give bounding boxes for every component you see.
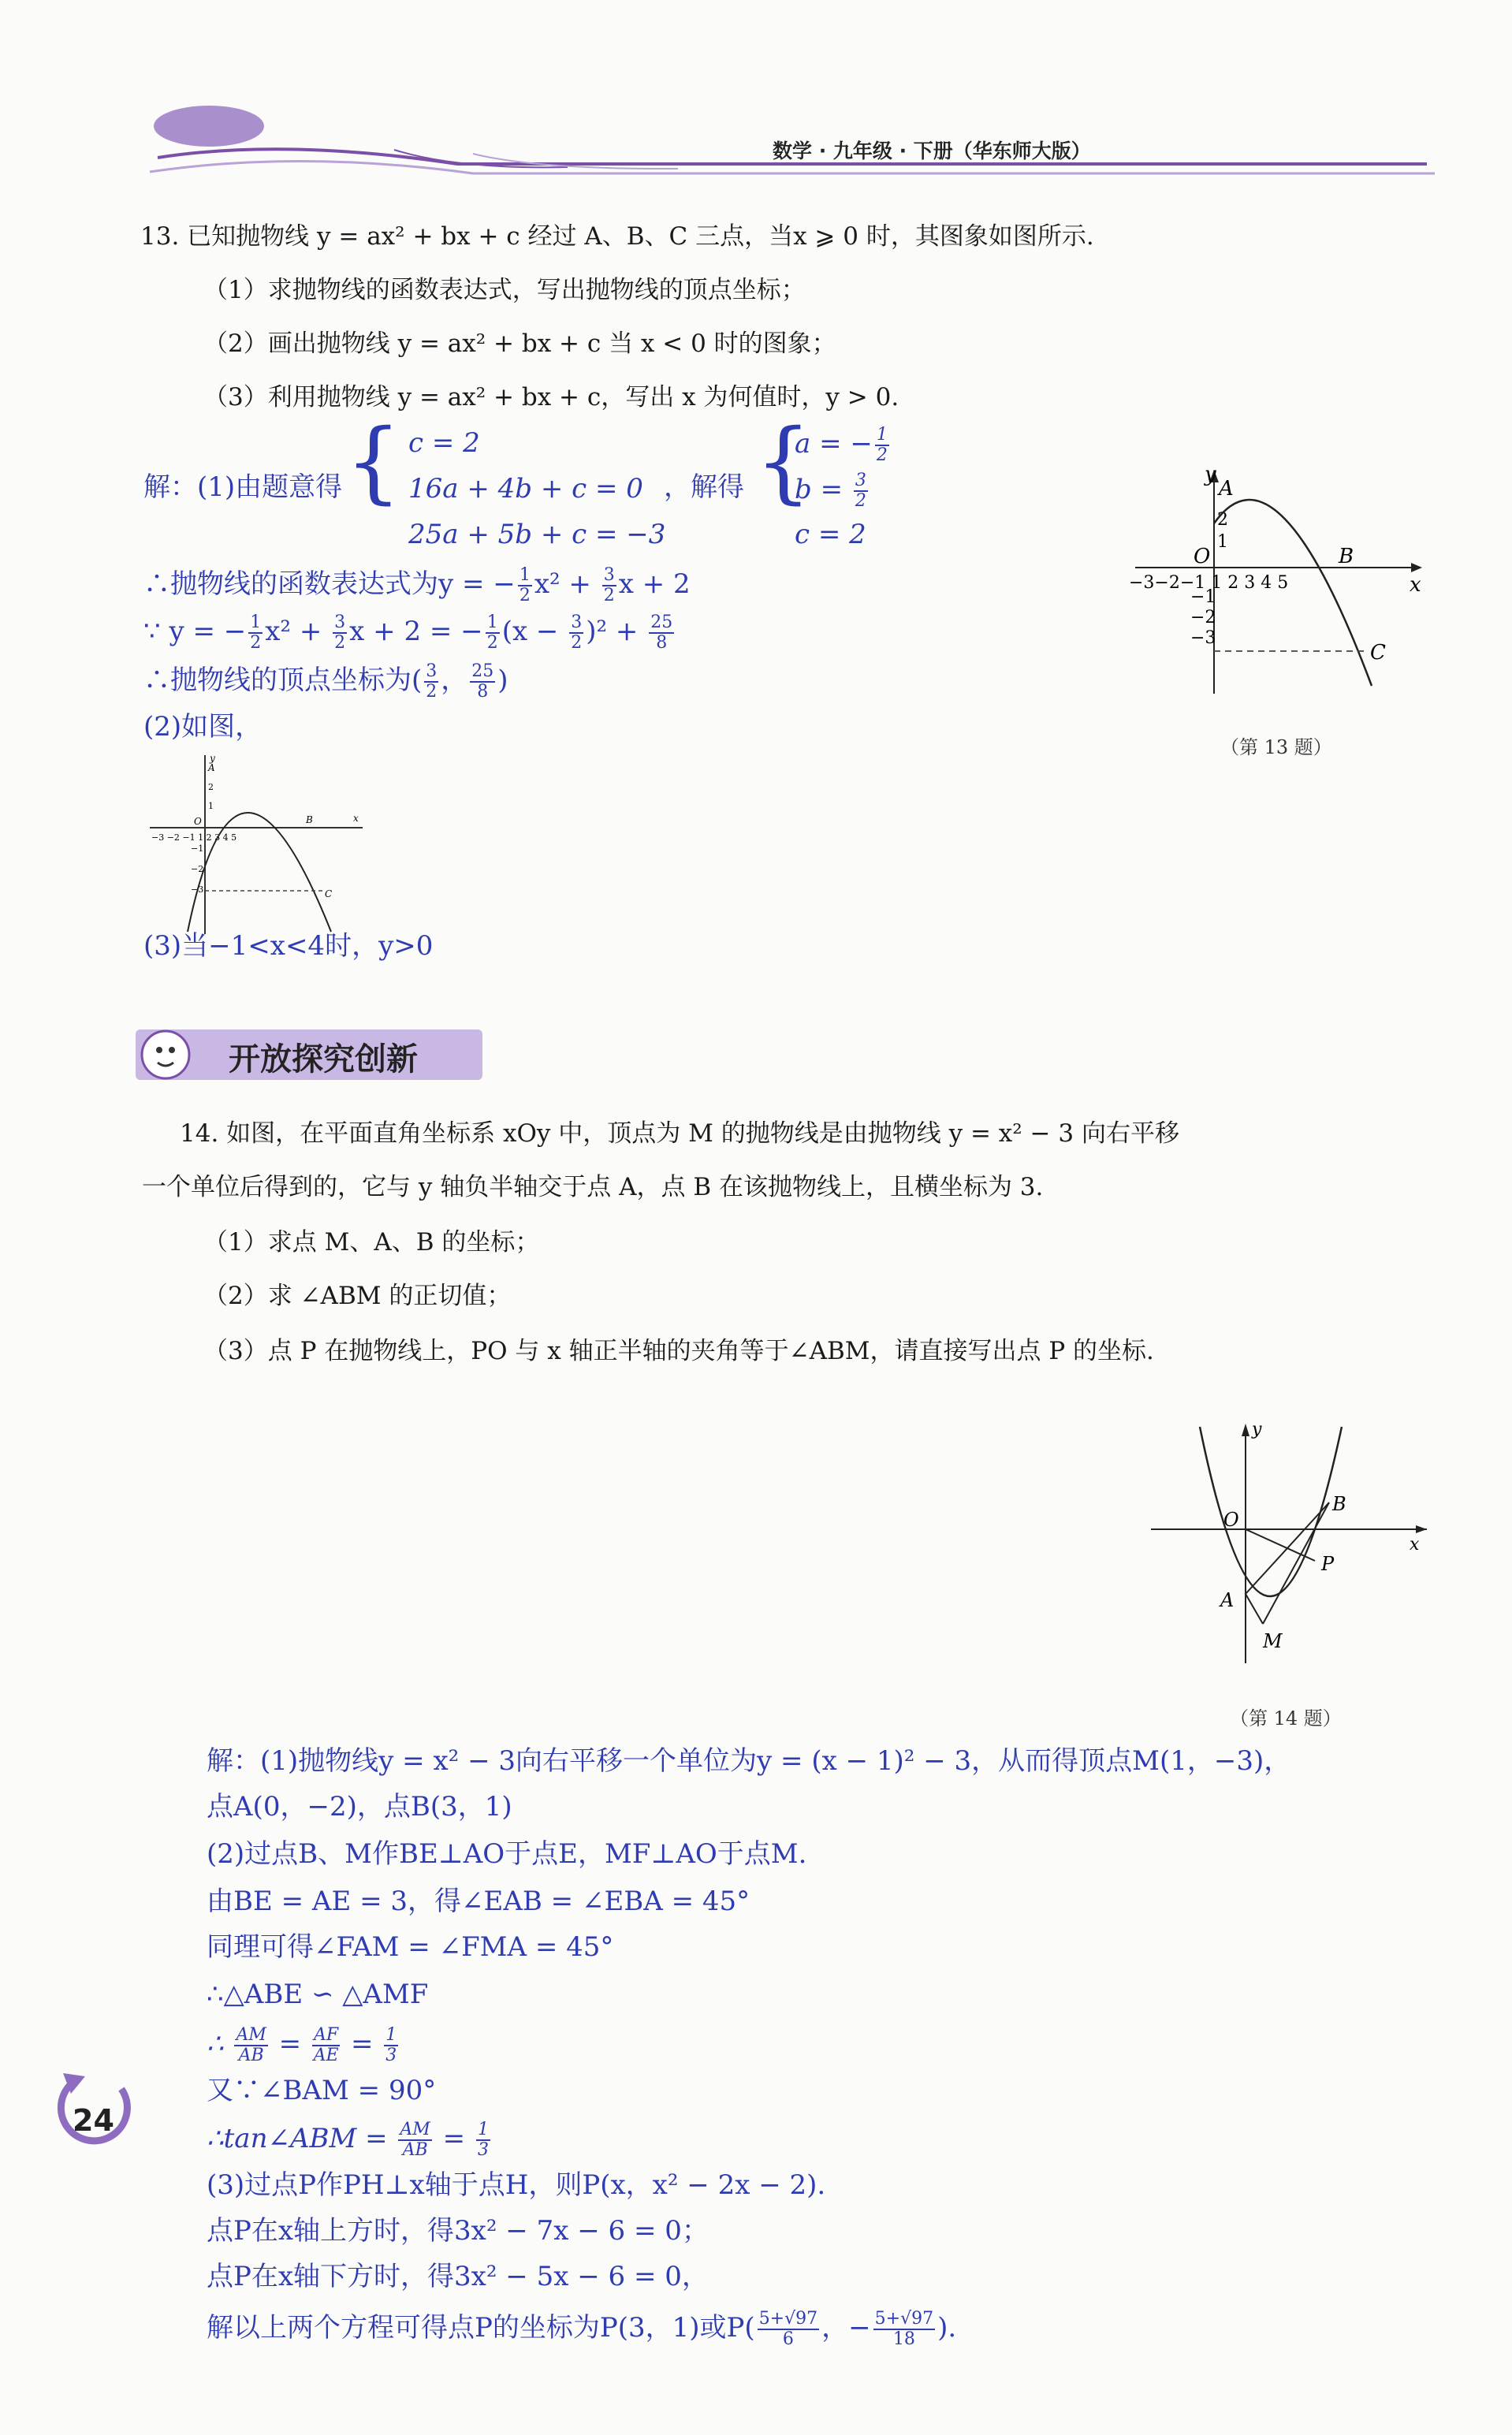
q14-figure-caption: （第 14 题） [1230, 1707, 1342, 1729]
q13-part3: （3）利用抛物线 y = ax² + bx + c，写出 x 为何值时，y > 0. [203, 383, 899, 411]
fig13-label-A: A [1219, 477, 1234, 501]
q13-answer-line3: ∴抛物线的顶点坐标为( $\frac{3}{2}$ ， $\frac{25}{8}$ ) [143, 661, 508, 702]
fig13-label-C: C [1370, 641, 1386, 665]
q13-figure [1119, 457, 1435, 702]
q13-figure-caption: （第 13 题） [1220, 736, 1332, 758]
fig14-y-label: y [1252, 1420, 1262, 1439]
mini-x-label: x [353, 813, 359, 824]
fig14-label-A: A [1220, 1589, 1235, 1611]
mini-y-label: y [210, 753, 215, 764]
q14-figure [1135, 1411, 1435, 1679]
q14-answer-l6: ∴△ABE ∽ △AMF [207, 1979, 429, 2010]
page-number-badge [49, 2057, 143, 2152]
fig14-label-B: B [1332, 1493, 1346, 1515]
mini-label-O: O [194, 816, 202, 827]
fig13-label-B: B [1339, 545, 1354, 568]
q13-answer-line5: (3)当−1<x<4时，y>0 [143, 930, 434, 962]
fig13-y1: 1 [1217, 532, 1228, 552]
mini-parabola [188, 813, 331, 932]
page-number: 24 [73, 2103, 114, 2138]
fig13-y2: 2 [1217, 510, 1228, 530]
fig14-label-O: O [1223, 1509, 1239, 1531]
fig14-label-P: P [1321, 1553, 1335, 1575]
q13-stem: 13. 已知抛物线 y = ax² + bx + c 经过 A、B、C 三点，当x ⩾ 0 时，其图象如图所示. [140, 222, 1094, 251]
fig14-label-M: M [1263, 1630, 1283, 1652]
q13-sol-b: b = $\frac{3}{2}$ [795, 471, 866, 511]
mini-y1: 1 [208, 801, 214, 811]
q13-part2: （2）画出抛物线 y = ax² + bx + c 当 x < 0 时的图象； [203, 330, 836, 358]
q14-answer-l8: 又∵∠BAM = 90° [207, 2075, 437, 2106]
q14-answer-l10: (3)过点P作PH⊥x轴于点H，则P(x，x² − 2x − 2). [207, 2169, 826, 2201]
q13-answer-line4: (2)如图， [143, 711, 263, 743]
q13-sys1-eq1: c = 2 [408, 427, 480, 459]
q13-sys1-eq2: 16a + 4b + c = 0 [408, 473, 643, 504]
q14-answer-l11: 点P在x轴上方时，得3x² − 7x − 6 = 0； [207, 2215, 709, 2247]
fig13-x-label: x [1410, 573, 1421, 597]
q13-answer-line2: ∵ y = − $\frac{1}{2}$ x² + $\frac{3}{2}$ x + 2 = − $\frac{1}{2}$ (x − $\frac{3}{2}$ )² + $\frac{25}{8}$ [143, 612, 673, 653]
mini-label-B: B [306, 814, 313, 825]
fig14-x-label: x [1410, 1535, 1420, 1554]
fig13-xticks: −3−2−1 1 2 3 4 5 [1129, 573, 1289, 593]
fig13-yn1: −1 [1190, 587, 1216, 607]
mini-xticks: −3 −2 −1 1 2 3 4 5 [151, 832, 237, 843]
system-brace: { [345, 411, 402, 513]
q14-answer-l7: ∴ $\frac{AM}{AB}$ = $\frac{AF}{AE}$ = $\frac{1}{3}$ [207, 2025, 397, 2065]
section-title: 开放探究创新 [229, 1041, 418, 1078]
mini-label-C: C [325, 888, 333, 899]
header-title: 数学 · 九年级 · 下册（华东师大版） [773, 140, 1091, 162]
q14-answer-l12: 点P在x轴下方时，得3x² − 5x − 6 = 0， [207, 2261, 709, 2292]
q14-part1: （1）求点 M、A、B 的坐标； [203, 1228, 540, 1257]
fig13-label-O: O [1194, 545, 1211, 568]
mini-label-A: A [208, 762, 215, 773]
fig13-yn3: −3 [1190, 628, 1216, 648]
q13-answer-intro: 解：(1)由题意得 [143, 471, 343, 503]
q13-sol-c: c = 2 [795, 519, 866, 550]
solution-brace: { [755, 411, 812, 513]
fig13-parabola [1214, 500, 1372, 686]
q13-answer-line1: ∴抛物线的函数表达式为y = − $\frac{1}{2}$ x² + $\frac{3}{2}$ x + 2 [143, 565, 691, 605]
q14-part2: （2）求 ∠ABM 的正切值； [203, 1282, 512, 1310]
q14-answer-l2: 点A(0，−2)，点B(3，1) [207, 1791, 512, 1823]
q14-answer-l4: 由BE = AE = 3，得∠EAB = ∠EBA = 45° [207, 1886, 750, 1917]
q14-answer-l9: ∴tan∠ABM = $\frac{AM}{AB}$ = $\frac{1}{3}$ [207, 2120, 489, 2160]
q13-answer-graph [142, 749, 378, 938]
q13-sys1-eq3: 25a + 5b + c = −3 [408, 519, 666, 550]
q13-solve-text: ，解得 [664, 471, 744, 503]
fig13-y-label: y [1205, 463, 1216, 486]
mini-yn2: −2 [191, 864, 204, 874]
mini-y2: 2 [208, 782, 214, 792]
q14-part3: （3）点 P 在抛物线上，PO 与 x 轴正半轴的夹角等于∠ABM，请直接写出点 P 的坐标. [203, 1337, 1154, 1365]
fig13-yn2: −2 [1190, 608, 1216, 627]
fig14-segment-AM [1246, 1594, 1263, 1624]
section-banner [136, 1023, 482, 1086]
q13-part1: （1）求抛物线的函数表达式，写出抛物线的顶点坐标； [203, 276, 806, 304]
q14-stem-line1: 14. 如图，在平面直角坐标系 xOy 中，顶点为 M 的抛物线是由抛物线 y = x² − 3 向右平移 [180, 1119, 1179, 1148]
q14-stem-line2: 一个单位后得到的，它与 y 轴负半轴交于点 A，点 B 在该抛物线上，且横坐标为 3. [142, 1173, 1044, 1201]
mini-yn3: −3 [191, 884, 204, 895]
q14-answer-l5: 同理可得∠FAM = ∠FMA = 45° [207, 1931, 614, 1963]
q13-sol-a: a = − $\frac{1}{2}$ [795, 425, 888, 465]
q14-answer-l3: (2)过点B、M作BE⊥AO于点E，MF⊥AO于点M. [207, 1838, 807, 1870]
q14-answer-l13: 解以上两个方程可得点P的坐标为P(3，1)或P( $\frac{5+√97}{6}$ ，− $\frac{5+√97}{18}$ ). [207, 2309, 957, 2349]
mini-yn1: −1 [191, 843, 204, 854]
q14-answer-l1: 解：(1)抛物线y = x² − 3向右平移一个单位为y = (x − 1)² − 3，从而得顶点M(1，−3)， [207, 1745, 1291, 1777]
